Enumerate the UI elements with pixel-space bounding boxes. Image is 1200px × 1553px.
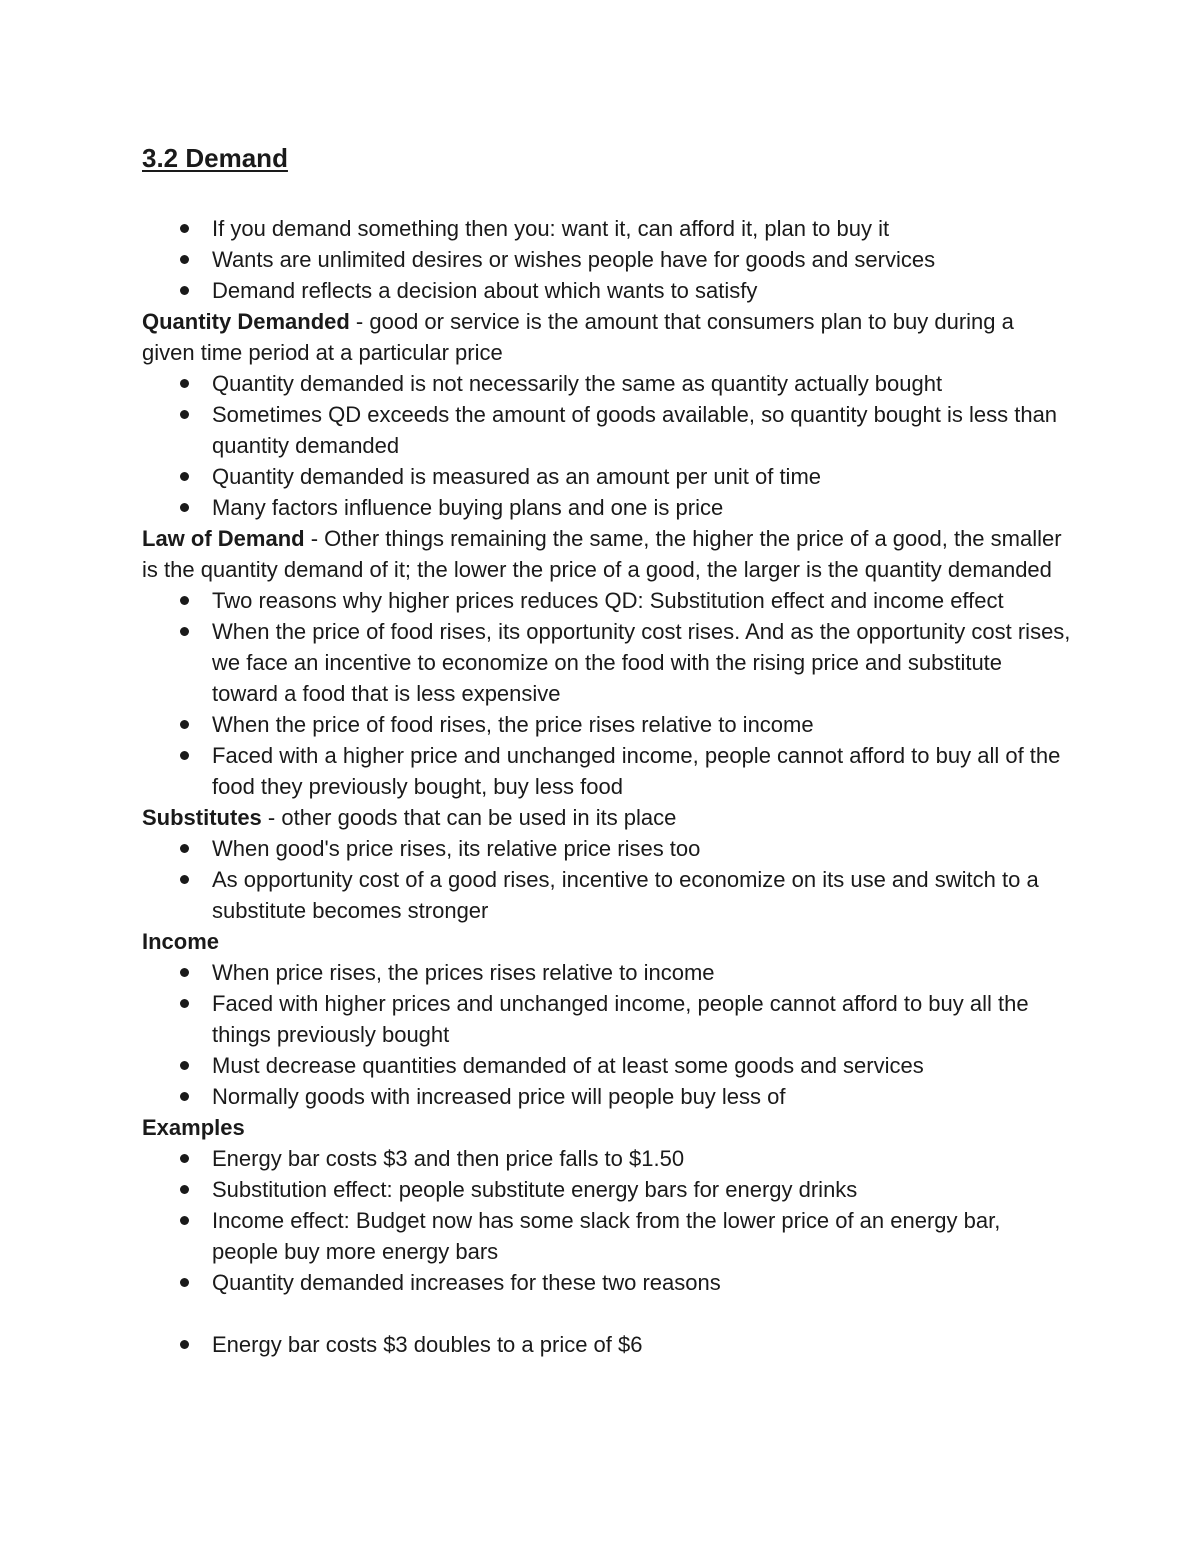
income-bullet-list xyxy=(142,957,1072,1112)
list-item: Energy bar costs $3 doubles to a price of $6 xyxy=(212,1329,1072,1360)
list-item: Quantity demanded increases for these two reasons xyxy=(212,1267,1072,1298)
income-heading xyxy=(142,926,1072,957)
list-item: Quantity demanded is not necessarily the same as quantity actually bought xyxy=(212,368,1072,399)
substitutes-bullet-list xyxy=(142,833,1072,926)
list-item: Energy bar costs $3 and then price falls to $1.50 xyxy=(212,1143,1072,1174)
section-term: Law of Demand xyxy=(142,526,305,551)
section-term: Income xyxy=(142,929,220,954)
list-item: Substitution effect: people substitute energy bars for energy drinks xyxy=(212,1174,1072,1205)
law-of-demand-definition xyxy=(142,523,1072,585)
list-item: Many factors influence buying plans and one is price xyxy=(212,492,1072,523)
list-item: When price rises, the prices rises relative to income xyxy=(212,957,1072,988)
examples-bullet-list xyxy=(142,1143,1072,1298)
term-separator: - xyxy=(349,309,370,334)
term-separator: - xyxy=(304,526,325,551)
substitutes-definition xyxy=(142,802,1072,833)
list-item: Wants are unlimited desires or wishes people have for goods and services xyxy=(212,244,1072,275)
list-item: When good's price rises, its relative price rises too xyxy=(212,833,1072,864)
examples-heading xyxy=(142,1112,1072,1143)
list-item: Sometimes QD exceeds the amount of goods available, so quantity bought is less than quantity demanded xyxy=(212,399,1072,461)
list-item: As opportunity cost of a good rises, incentive to economize on its use and switch to a substitute becomes stronger xyxy=(212,864,1072,926)
definition-text: Other things remaining the same, the higher the price of a good, the smaller is the quantity demand of it; the lower the price of a good, the larger is the quantity demanded xyxy=(142,526,1062,582)
blank-line xyxy=(142,1298,1072,1329)
term-separator: - xyxy=(261,805,282,830)
quantity-demanded-bullet-list xyxy=(142,368,1072,523)
section-term: Quantity Demanded xyxy=(142,309,350,334)
list-item: Faced with a higher price and unchanged income, people cannot afford to buy all of the food they previously bought, buy less food xyxy=(212,740,1072,802)
document-page xyxy=(142,140,1072,1360)
list-item: If you demand something then you: want it, can afford it, plan to buy it xyxy=(212,213,1072,244)
section-term: Examples xyxy=(142,1115,245,1140)
section-term: Substitutes xyxy=(142,805,262,830)
list-item: Income effect: Budget now has some slack from the lower price of an energy bar, people buy more energy bars xyxy=(212,1205,1072,1267)
list-item: Two reasons why higher prices reduces QD: Substitution effect and income effect xyxy=(212,585,1072,616)
law-of-demand-bullet-list xyxy=(142,585,1072,802)
definition-text: other goods that can be used in its place xyxy=(281,805,677,830)
list-item: When the price of food rises, its opportunity cost rises. And as the opportunity cost rises, we face an incentive to economize on the food with the rising price and substitute toward a food that is less expensive xyxy=(212,616,1072,709)
page-title: 3.2 Demand xyxy=(142,143,288,173)
list-item: Quantity demanded is measured as an amount per unit of time xyxy=(212,461,1072,492)
list-item: Must decrease quantities demanded of at least some goods and services xyxy=(212,1050,1072,1081)
list-item: Demand reflects a decision about which wants to satisfy xyxy=(212,275,1072,306)
list-item: When the price of food rises, the price rises relative to income xyxy=(212,709,1072,740)
quantity-demanded-definition xyxy=(142,306,1072,368)
definition-text: good or service is the amount that consumers plan to buy during a given time period at a particular price xyxy=(142,309,1014,365)
list-item: Faced with higher prices and unchanged income, people cannot afford to buy all the things previously bought xyxy=(212,988,1072,1050)
intro-bullet-list xyxy=(142,213,1072,306)
examples-extra-bullet-list xyxy=(142,1329,1072,1360)
list-item: Normally goods with increased price will people buy less of xyxy=(212,1081,1072,1112)
